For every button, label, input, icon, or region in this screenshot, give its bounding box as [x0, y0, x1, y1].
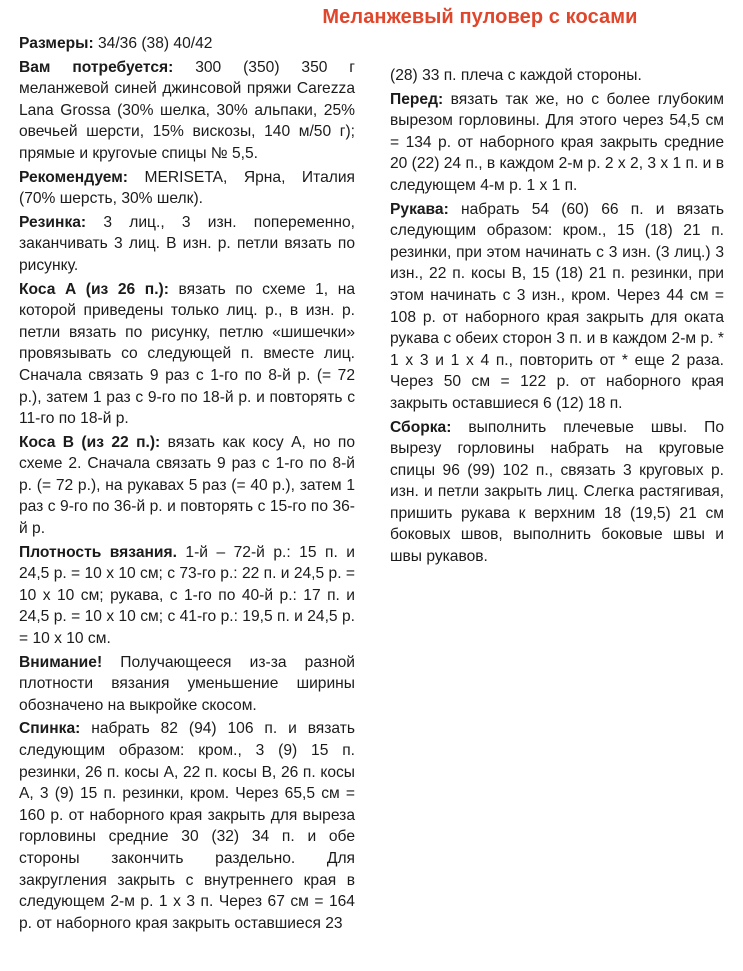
section-text: вязать по схеме 1, на которой приведены только лиц. р., в изн. р. петли вязать по рисунку, петлю «шишечки» провязывать со следующей п. вместе лиц. Сначала связать 9 раз с 1-го по 8-й р. (= 72 р.), затем 1 раз с 9-го по 18-й р. и повторять с 11-го по 18-й р.: [19, 280, 355, 428]
section-heading: Коса А (из 26 п.):: [19, 280, 169, 298]
section-front: [390, 89, 724, 197]
section-heading: Сборка:: [390, 418, 452, 436]
section-text: 300 (350) 350 г меланжевой синей джинсовой пряжи Carezza Lana Grossa (30% шелка, 30% альпаки, 25% овечьей шерсти, 15% вискозы, 140 м/50 г); прямые и кругоvые спицы № 5,5.: [19, 58, 355, 162]
section-sizes: [19, 33, 355, 55]
section-cable-b: [19, 432, 355, 540]
section-rib: [19, 212, 355, 277]
section-text: вязать так же, но с более глубоким вырезом горловины. Для этого через 54,5 см = 134 р. от наборного края закрыть средние 20 (22) 24 п., в каждом 2-м р. 2 х 2, 3 х 1 п. и в следующем 4-м р. 1 х 1 п.: [390, 90, 724, 194]
left-column: [19, 33, 355, 936]
section-heading: Рукава:: [390, 200, 449, 218]
section-text: Получающееся из-за разной плотности вязания уменьшение ширины обозначено на выкройке скосом.: [19, 653, 355, 714]
section-text: набрать 82 (94) 106 п. и вязать следующим образом: кром., 3 (9) 15 п. резинки, 26 п. косы А, 22 п. косы В, 26 п. косы А, 3 (9) 15 п. резинки, кром. Через 65,5 см = 160 р. от наборного края закрыть для выреза горловины средние 30 (32) 34 п. и обе стороны закончить раздельно. Для закругления закрыть с внутреннего края в следующем 2-м р. 1 х 3 п. Через 67 см = 164 р. от наборного края закрыть оставшиеся 23: [19, 720, 355, 932]
section-heading: Размеры:: [19, 35, 94, 52]
section-text: MERISETA, Ярна, Италия (70% шерсть, 30% шелк).: [19, 168, 355, 208]
section-text: 3 лиц., 3 изн. попеременно, заканчивать 3 лиц. В изн. р. петли вязать по рисунку.: [19, 213, 355, 274]
section-heading: Вам потребуется:: [19, 58, 174, 76]
right-column: [390, 65, 724, 570]
section-back: [19, 718, 355, 934]
section-cable-a: [19, 279, 355, 430]
section-heading: Спинка:: [19, 720, 81, 738]
section-back-continued: (28) 33 п. плеча с каждой стороны.: [390, 67, 642, 84]
section-text: набрать 54 (60) 66 п. и вязать следующим образом: кром., 15 (18) 21 п. резинки, при этом начинать с 3 изн. (3 лиц.) 3 изн., 22 п. косы В, 15 (18) 21 п. резинки, при этом начинать с 3 изн., кром. Через 44 см = 108 р. от наборного края закрыть для оката рукава с обеих сторон 3 п. и в каждом 2-м р. * 1 х 3 и 1 х 4 п., повторить от * еще 2 раза. Через 50 см = 122 р. от наборного края закрыть оставшиеся 6 (12) 18 п.: [390, 200, 724, 412]
section-heading: Рекомендуем:: [19, 168, 128, 186]
section-materials: [19, 57, 355, 165]
section-gauge: [19, 542, 355, 650]
section-heading: Резинка:: [19, 213, 87, 231]
section-assembly: [390, 417, 724, 568]
section-heading: Коса В (из 22 п.):: [19, 433, 161, 451]
page-title: Меланжевый пуловер с косами: [322, 6, 638, 28]
section-heading: Внимание!: [19, 653, 103, 671]
section-text: выполнить плечевые швы. По вырезу горловины набрать на круговые спицы 96 (99) 102 п., связать 3 круговых р. изн. и петли закрыть лиц. Слегка растягивая, пришить рукава к верхним 18 (19,5) 21 см боковых швов, выполнить боковые швы и швы рукавов.: [390, 418, 724, 566]
section-sleeves: [390, 199, 724, 415]
section-heading: Плотность вязания.: [19, 543, 177, 561]
section-text: 34/36 (38) 40/42: [93, 35, 213, 52]
section-attention: [19, 652, 355, 717]
section-heading: Перед:: [390, 90, 444, 108]
section-recommend: [19, 167, 355, 210]
section-text: вязать как косу А, но по схеме 2. Сначала связать 9 раз с 1-го по 8-й р. (= 72 р.), на рукавах 5 раз (= 40 р.), затем 1 раз с 9-го по 36-й р. и повторять с 15-го по 36-й р.: [19, 433, 355, 538]
section-text: 1-й – 72-й р.: 15 п. и 24,5 р. = 10 х 10 см; с 73-го р.: 22 п. и 24,5 р. = 10 х 10 см; рукава, с 1-го по 40-й р.: 17 п. и 24,5 р. = 10 х 10 см; с 41-го р.: 19,5 п. и 24,5 р. = 10 х 10 см.: [19, 543, 355, 648]
